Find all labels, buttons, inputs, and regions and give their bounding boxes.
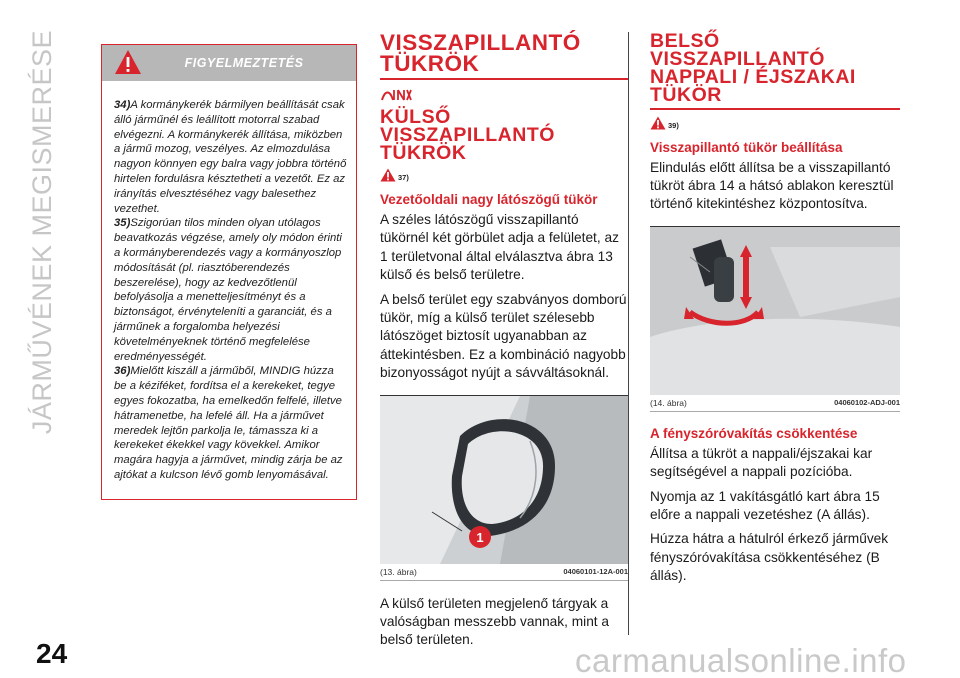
figure-marker-label: 1 <box>476 529 484 545</box>
vertical-section-title <box>12 30 72 435</box>
paragraph: A belső terület egy szabványos domború tükör, míg a külső terület szélesebb látószöget biztosít ugyanabban az áttekintésben. Ez a kombináció nagyobb bizonyosságot nyújt a sávváltásoknál. <box>380 291 627 381</box>
vertical-title-text: JÁRMŰVÉNEK MEGISMERÉSE <box>26 30 57 435</box>
reference-note <box>380 168 628 182</box>
figure-caption <box>650 398 900 412</box>
reference-number: 37) <box>398 173 409 182</box>
section-title: Vezetőoldali nagy látószögű tükör <box>380 192 598 207</box>
warning-item-number: 35) <box>114 217 131 230</box>
warning-triangle-icon <box>114 49 142 75</box>
page-number: 24 <box>36 638 68 669</box>
warning-triangle-icon <box>650 116 666 130</box>
right-heading-line: TÜKÖR <box>650 84 722 106</box>
sub-heading-line: TÜKRÖK <box>380 142 467 164</box>
column-divider <box>628 32 629 635</box>
paragraph: Elindulás előtt állítsa be a visszapillantó tükröt ábra 14 a hátsó ablakon keresztül történő kitekintéshez központosítva. <box>650 159 894 212</box>
warning-item-number: 36) <box>114 365 131 378</box>
watermark: carmanualsonline.info <box>575 642 907 678</box>
warning-item-text: A kormánykerék bármilyen beállítását csak álló járműnél és leállított motorral szabad elvégezni. A kormánykerék állítása, miközben a jármű mozog, veszélyes. Az elmozdulása nagyon könnyen egy balra vagy jobbra történő hirtelen fordulásra késztetheti a vezetőt. Ez az irányítás elvesztéséhez vagy balesethez vezethet. <box>114 99 347 215</box>
warning-item-text: Szigorúan tilos minden olyan utólagos beavatkozás végzése, amely oly módon érinti a kormányberendezés vagy a kormányoszlop módosítását (pl. riasztóberendezés beszerelése), hogy az kedvezőtlenül befolyásolja a menetteljesítményt és a biztonságot, érvényteleníti a garanciát, és a járműnek a forgalomba helyezési követelményeknek történő megfelelése eredményességét. <box>114 217 342 363</box>
right-heading <box>650 32 900 104</box>
interior-mirror-illustration <box>650 227 900 395</box>
sub-heading <box>380 108 628 162</box>
section-title: A fényszóróvakítás csökkentése <box>650 425 858 441</box>
reference-number: 39) <box>668 120 679 130</box>
main-heading-line: TÜKRÖK <box>380 51 480 76</box>
warning-item <box>114 98 347 216</box>
figure-caption-label: (14. ábra) <box>650 397 687 408</box>
section-title: Visszapillantó tükör beállítása <box>650 139 843 155</box>
warning-triangle-icon <box>380 168 396 182</box>
figure-code: 04060101-12A-001 <box>563 566 628 576</box>
sub-heading-line: KÜLSŐ VISSZAPILLANTÓ <box>380 106 555 146</box>
right-heading-line: NAPPALI / ÉJSZAKAI <box>650 66 856 88</box>
warning-title: FIGYELMEZTETÉS <box>184 56 304 70</box>
warning-box <box>101 44 357 500</box>
paragraph: Állítsa a tükröt a nappali/éjszakai kar segítségével a nappali pozícióba. <box>650 445 873 480</box>
paragraph: A külső területen megjelenő tárgyak a valóságban messzebb vannak, mint a belső területen. <box>380 595 610 648</box>
heading-rule <box>380 78 628 80</box>
warning-item-number: 34) <box>114 99 131 111</box>
warning-item <box>114 364 347 482</box>
warning-item-text: Mielőtt kiszáll a járműből, MINDIG húzza be a kéziféket, fordítsa el a kerekeket, tegye egyes fokozatba, ha emelkedőn felfelé, illetve hátramenetbe, ha lefelé áll. Ha a járművet meredek lejtőn parkolja le, támassza ki a kerekeket ékekkel vagy kövekkel. Amikor magára hagyja a járművet, mindig zárja be az ajtókat a kulcson lévő gomb lenyomásával. <box>114 365 343 481</box>
drive-icon <box>380 86 628 104</box>
figure-13-image <box>380 395 628 563</box>
figure-caption-label: (13. ábra) <box>380 566 417 577</box>
warning-item <box>114 216 347 364</box>
reference-note <box>650 116 900 130</box>
figure-code: 04060102-ADJ-001 <box>834 397 900 407</box>
warning-body <box>102 81 356 483</box>
main-heading-line: VISSZAPILLANTÓ <box>380 30 581 55</box>
heading-rule <box>650 108 900 110</box>
right-heading-line: BELSŐ VISSZAPILLANTÓ <box>650 30 825 70</box>
paragraph: Nyomja az 1 vakításgátló kart ábra 15 előre a nappali vezetéshez (A állás). <box>650 488 880 522</box>
right-column <box>650 32 900 586</box>
figure-caption <box>380 567 628 581</box>
paragraph: Húzza hátra a hátulról érkező járművek fényszóróvakítása csökkentéséhez (B állás). <box>650 531 889 584</box>
paragraph: A széles látószögű visszapillantó tükörnél két görbület adja a felületet, az 1 területvonal által elválasztva ábra 13 külső és belső területre. <box>380 212 619 283</box>
middle-column <box>380 32 628 650</box>
main-heading <box>380 32 628 74</box>
warning-header <box>102 45 356 81</box>
side-mirror-illustration <box>380 396 628 564</box>
figure-14-image <box>650 226 900 394</box>
hand-drive-icon <box>380 86 414 102</box>
